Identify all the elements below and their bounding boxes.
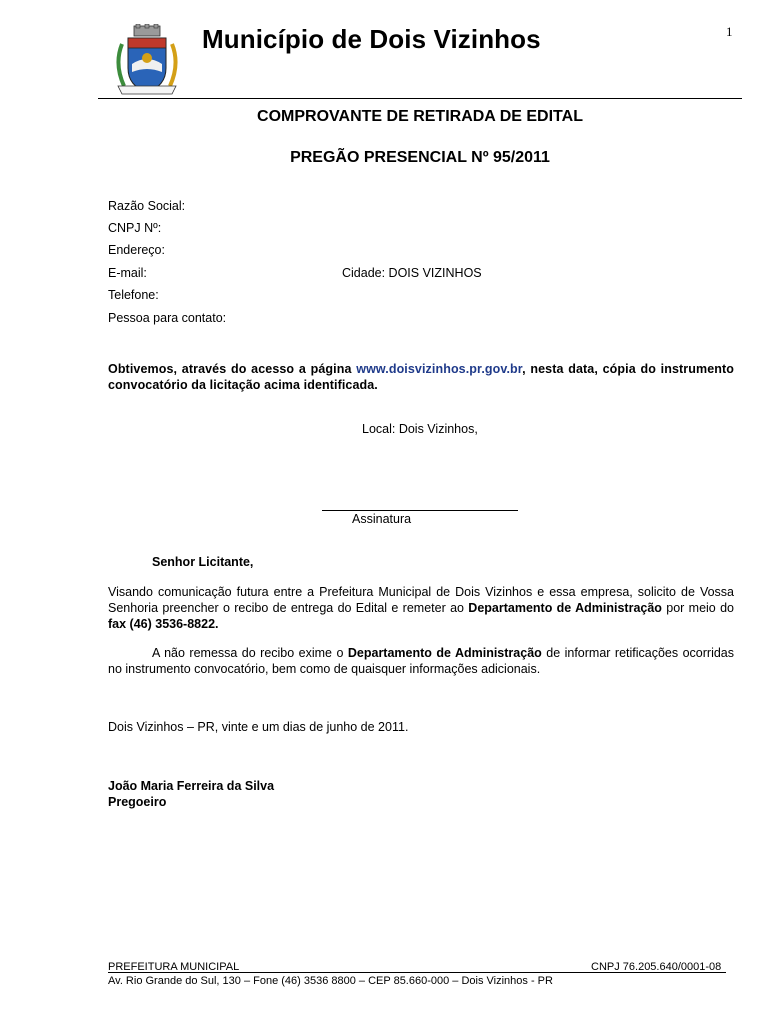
notice-text-c: de informar retificações ocorridas no instrumento convocatório, bem como de quaisquer informações adicionais.	[108, 646, 734, 676]
signer-role: Pregoeiro	[108, 795, 167, 809]
instruction-fax: fax (46) 3536-8822.	[108, 617, 219, 631]
field-razao-social: Razão Social:	[108, 199, 186, 213]
instruction-paragraph	[108, 584, 734, 632]
website-link[interactable]: www.doisvizinhos.pr.gov.br	[356, 362, 523, 376]
footer-divider	[108, 972, 726, 973]
municipal-crest-icon	[114, 24, 180, 96]
greeting: Senhor Licitante,	[152, 555, 254, 569]
instruction-department: Departamento de Administração	[468, 601, 662, 615]
notice-department: Departamento de Administração	[347, 646, 542, 660]
header-divider	[98, 98, 742, 99]
municipality-title: Município de Dois Vizinhos	[202, 24, 541, 54]
document-title: COMPROVANTE DE RETIRADA DE EDITAL	[257, 108, 583, 125]
instruction-text-c: por meio do	[661, 601, 734, 615]
document-subtitle: PREGÃO PRESENCIAL Nº 95/2011	[290, 149, 550, 166]
page-number: 1	[726, 24, 733, 39]
field-email: E-mail:	[108, 266, 147, 280]
footer-cnpj: CNPJ 76.205.640/0001-08	[591, 961, 722, 973]
date-line: Dois Vizinhos – PR, vinte e um dias de junho de 2011.	[108, 720, 409, 734]
declaration-text-end: , nesta data, cópia do instrumento convocatório da licitação acima identificada.	[108, 362, 734, 392]
field-endereco: Endereço:	[108, 243, 165, 257]
declaration-paragraph	[108, 361, 734, 393]
signature-line	[322, 510, 518, 511]
footer-address: Av. Rio Grande do Sul, 130 – Fone (46) 3536 8800 – CEP 85.660-000 – Dois Vizinhos - PR	[108, 975, 553, 987]
notice-text-a: A não remessa do recibo exime o	[152, 646, 348, 660]
notice-paragraph	[108, 645, 734, 677]
signature-label: Assinatura	[352, 512, 412, 526]
instruction-text-a: Visando comunicação futura entre a Prefeitura Municipal de Dois Vizinhos e essa empresa, solicito de Vossa Senhoria preencher o recibo de entrega do Edital e remeter ao	[108, 585, 734, 615]
signer-block	[108, 778, 274, 810]
field-cidade: Cidade: DOIS VIZINHOS	[342, 266, 482, 280]
signer-name: João Maria Ferreira da Silva	[108, 779, 275, 793]
field-cnpj: CNPJ Nº:	[108, 221, 162, 235]
field-telefone: Telefone:	[108, 288, 159, 302]
footer-org: PREFEITURA MUNICIPAL	[108, 961, 240, 973]
field-contato: Pessoa para contato:	[108, 311, 227, 325]
declaration-text-start: Obtivemos, através do acesso a página	[108, 362, 357, 376]
local-line: Local: Dois Vizinhos,	[362, 422, 478, 436]
